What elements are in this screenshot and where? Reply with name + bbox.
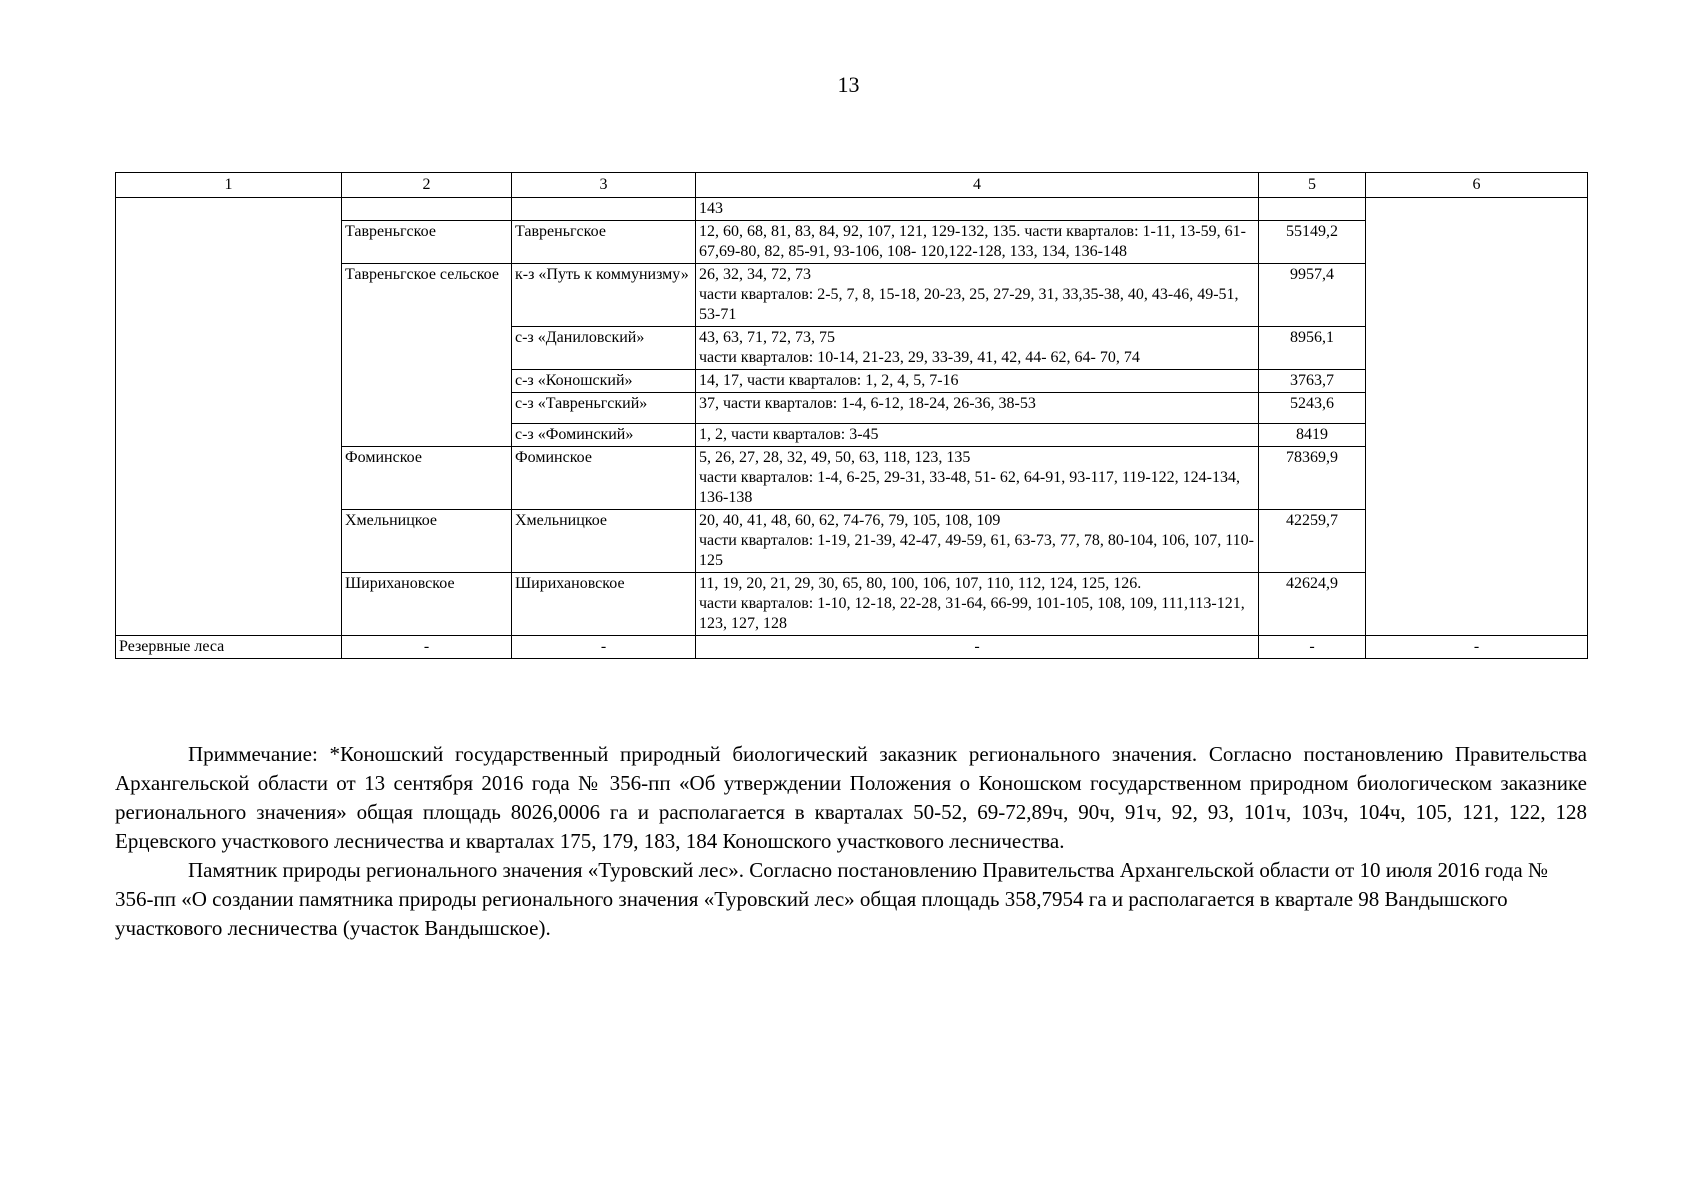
division-cell: с-з «Даниловский» bbox=[512, 327, 696, 370]
quarters-cell: 5, 26, 27, 28, 32, 49, 50, 63, 118, 123, 135 части кварталов: 1-4, 6-25, 29-31, 33-48, 51- 62, 64-91, 93-117, 119-122, 124-134, 136-138 bbox=[696, 447, 1259, 510]
area-cell: 42259,7 bbox=[1259, 510, 1366, 573]
quarters-cell: 143 bbox=[696, 198, 1259, 221]
column-header-3: 3 bbox=[512, 173, 696, 198]
purpose-cell bbox=[116, 198, 342, 636]
column-header-6: 6 bbox=[1366, 173, 1588, 198]
forest-quarters-table bbox=[115, 172, 1588, 659]
area-cell: 55149,2 bbox=[1259, 221, 1366, 264]
area-cell: 9957,4 bbox=[1259, 264, 1366, 327]
quarters-cell: 37, части кварталов: 1-4, 6-12, 18-24, 26-36, 38-53 bbox=[696, 393, 1259, 424]
division-cell: Шириханoвское bbox=[512, 573, 696, 636]
division-cell: Фоминское bbox=[512, 447, 696, 510]
dash-cell: - bbox=[1366, 636, 1588, 659]
dash-cell: - bbox=[1259, 636, 1366, 659]
division-cell: Тавреньгское bbox=[512, 221, 696, 264]
area-cell: 3763,7 bbox=[1259, 370, 1366, 393]
forestry-cell: Фоминское bbox=[342, 447, 512, 510]
forestry-cell: Тавреньгское сельское bbox=[342, 264, 512, 447]
division-cell: с-з «Тавреньгский» bbox=[512, 393, 696, 424]
table-row bbox=[116, 198, 1588, 221]
forestry-cell: Шириханoвское bbox=[342, 573, 512, 636]
column-header-5: 5 bbox=[1259, 173, 1366, 198]
note-paragraph-monument: Памятник природы регионального значения «Туровский лес». Согласно постановлению Правительства Архангельской области от 10 июля 2016 года № 356-пп «О создании памятника природы регионального значения «Туровский лес» общая площадь 358,7954 га и располагается в квартале 98 Вандышского участкового лесничества (участок Вандышское). bbox=[115, 858, 1549, 940]
quarters-cell: 20, 40, 41, 48, 60, 62, 74-76, 79, 105, 108, 109 части кварталов: 1-19, 21-39, 42-47, 49-59, 61, 63-73, 77, 78, 80-104, 106, 107, 110-125 bbox=[696, 510, 1259, 573]
division-cell: к-з «Путь к коммунизму» bbox=[512, 264, 696, 327]
quarters-cell: 11, 19, 20, 21, 29, 30, 65, 80, 100, 106, 107, 110, 112, 124, 125, 126. части кварталов: 1-10, 12-18, 22-28, 31-64, 66-99, 101-105, 108, 109, 111,113-121, 123, 127, 128 bbox=[696, 573, 1259, 636]
division-cell bbox=[512, 198, 696, 221]
forestry-cell bbox=[342, 198, 512, 221]
notes-section bbox=[115, 740, 1587, 943]
division-cell: с-з «Фоминский» bbox=[512, 424, 696, 447]
dash-cell: - bbox=[512, 636, 696, 659]
division-cell: с-з «Коношский» bbox=[512, 370, 696, 393]
dash-cell: - bbox=[342, 636, 512, 659]
area-cell: 5243,6 bbox=[1259, 393, 1366, 424]
column-header-4: 4 bbox=[696, 173, 1259, 198]
table-header-row bbox=[116, 173, 1588, 198]
page-number: 13 bbox=[837, 72, 860, 97]
reserve-forests-label: Резервные леса bbox=[116, 636, 342, 659]
area-cell: 78369,9 bbox=[1259, 447, 1366, 510]
area-cell: 8419 bbox=[1259, 424, 1366, 447]
reserve-forests-row bbox=[116, 636, 1588, 659]
note-paragraph-reserve: Приммечание: *Коношский государственный природный биологический заказник регионального значения. Согласно постановлению Правительства Архангельской области от 13 сентября 2016 года № 356-пп «Об утверждении Положения о Коношском государственном природном биологическом заказнике регионального значения» общая площадь 8026,0006 га и располагается в кварталах 50-52, 69-72,89ч, 90ч, 91ч, 92, 93, 101ч, 103ч, 104ч, 105, 121, 122, 128 Ерцевского участкового лесничества и кварталах 175, 179, 183, 184 Коношского участкового лесничества. bbox=[115, 742, 1587, 853]
column-header-1: 1 bbox=[116, 173, 342, 198]
quarters-cell: 43, 63, 71, 72, 73, 75 части кварталов: 10-14, 21-23, 29, 33-39, 41, 42, 44- 62, 64- 70, 74 bbox=[696, 327, 1259, 370]
division-cell: Хмельницкое bbox=[512, 510, 696, 573]
note-column-cell bbox=[1366, 198, 1588, 636]
quarters-cell: 14, 17, части кварталов: 1, 2, 4, 5, 7-16 bbox=[696, 370, 1259, 393]
forestry-cell: Хмельницкое bbox=[342, 510, 512, 573]
quarters-cell: 12, 60, 68, 81, 83, 84, 92, 107, 121, 129-132, 135. части кварталов: 1-11, 13-59, 61- 67,69-80, 82, 85-91, 93-106, 108- 120,122-128, 133, 134, 136-148 bbox=[696, 221, 1259, 264]
quarters-cell: 1, 2, части кварталов: 3-45 bbox=[696, 424, 1259, 447]
forestry-cell: Тавреньгское bbox=[342, 221, 512, 264]
column-header-2: 2 bbox=[342, 173, 512, 198]
quarters-cell: 26, 32, 34, 72, 73 части кварталов: 2-5, 7, 8, 15-18, 20-23, 25, 27-29, 31, 33,35-38, 40, 43-46, 49-51, 53-71 bbox=[696, 264, 1259, 327]
area-cell bbox=[1259, 198, 1366, 221]
dash-cell: - bbox=[696, 636, 1259, 659]
area-cell: 8956,1 bbox=[1259, 327, 1366, 370]
area-cell: 42624,9 bbox=[1259, 573, 1366, 636]
